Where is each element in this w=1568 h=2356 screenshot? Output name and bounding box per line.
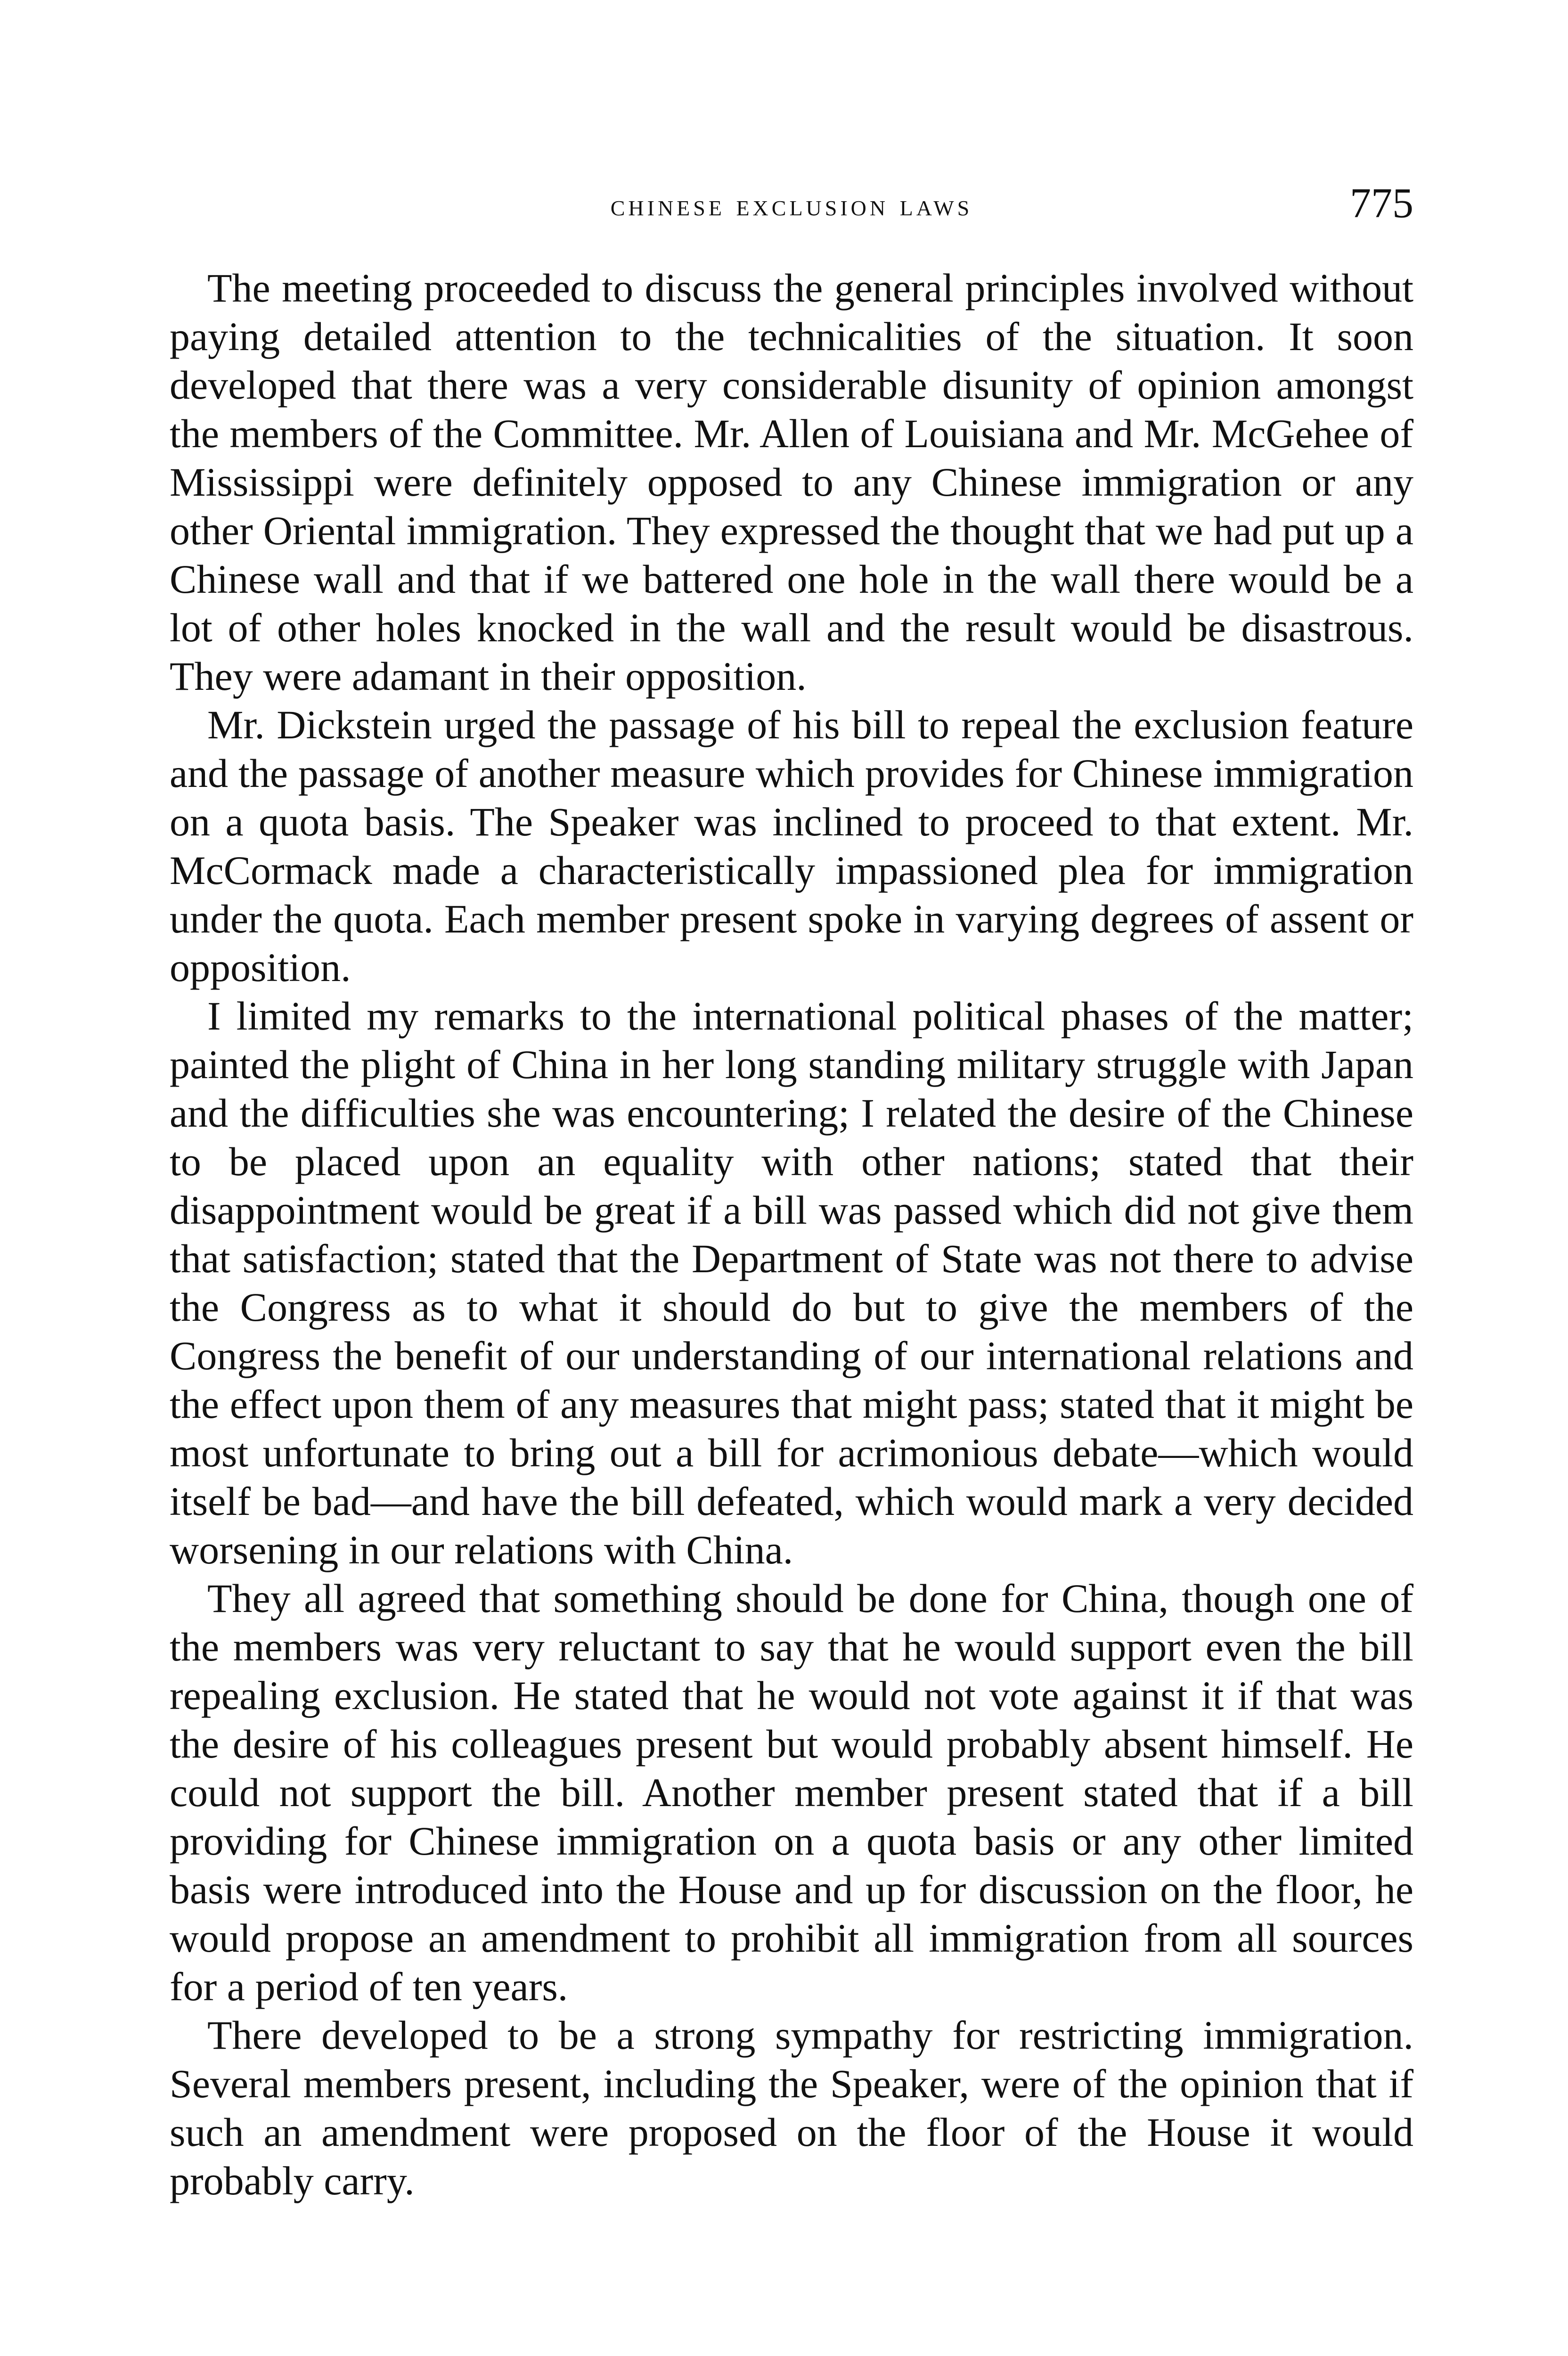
running-head [170,179,1413,236]
paragraph: Mr. Dickstein urged the passage of his bill to repeal the exclusion feature and the passage of another measure which provides for Chinese immigration on a quota basis. The Speaker was inclined to proceed to that extent. Mr. McCormack made a characteristically impassioned plea for immigration under the quota. Each member present spoke in varying degrees of assent or opposition. [170,702,1413,990]
running-title: chinese exclusion laws [610,188,973,222]
paragraph: The meeting proceeded to discuss the general principles involved without paying detailed attention to the technicalities of the situation. It soon developed that there was a very considerable disunity of opinion amongst the members of the Committee. Mr. Allen of Louisiana and Mr. McGehee of Mississippi were definitely opposed to any Chinese immigration or any other Oriental immigration. They expressed the thought that we had put up a Chinese wall and that if we battered one hole in the wall there would be a lot of other holes knocked in the wall and the result would be disastrous. They were adamant in their opposition. [170,265,1413,699]
body-text [170,264,1413,2205]
paragraph: There developed to be a strong sympathy for restricting immigration. Several members present, including the Speaker, were of the opinion that if such an amendment were proposed on the floor of the House it would probably carry. [170,2012,1413,2203]
paragraph: They all agreed that something should be done for China, though one of the members was very reluctant to say that he would support even the bill repealing exclusion. He stated that he would not vote against it if that was the desire of his colleagues present but would probably absent himself. He could not support the bill. Another member present stated that if a bill providing for Chinese immigration on a quota basis or any other limited basis were introduced into the House and up for discussion on the floor, he would propose an amendment to prohibit all immigration from all sources for a period of ten years. [170,1576,1413,2009]
paragraph: I limited my remarks to the international political phases of the matter; painted the plight of China in her long standing military struggle with Japan and the difficulties she was encountering; I related the desire of the Chinese to be placed upon an equality with other nations; stated that their disappointment would be great if a bill was passed which did not give them that satisfaction; stated that the Department of State was not there to advise the Congress as to what it should do but to give the members of the Congress the benefit of our understanding of our international relations and the effect upon them of any measures that might pass; stated that it might be most unfortunate to bring out a bill for acrimonious debate—which would itself be bad—and have the bill defeated, which would mark a very decided worsening in our relations with China. [170,993,1413,1572]
page-number: 775 [1350,180,1413,227]
